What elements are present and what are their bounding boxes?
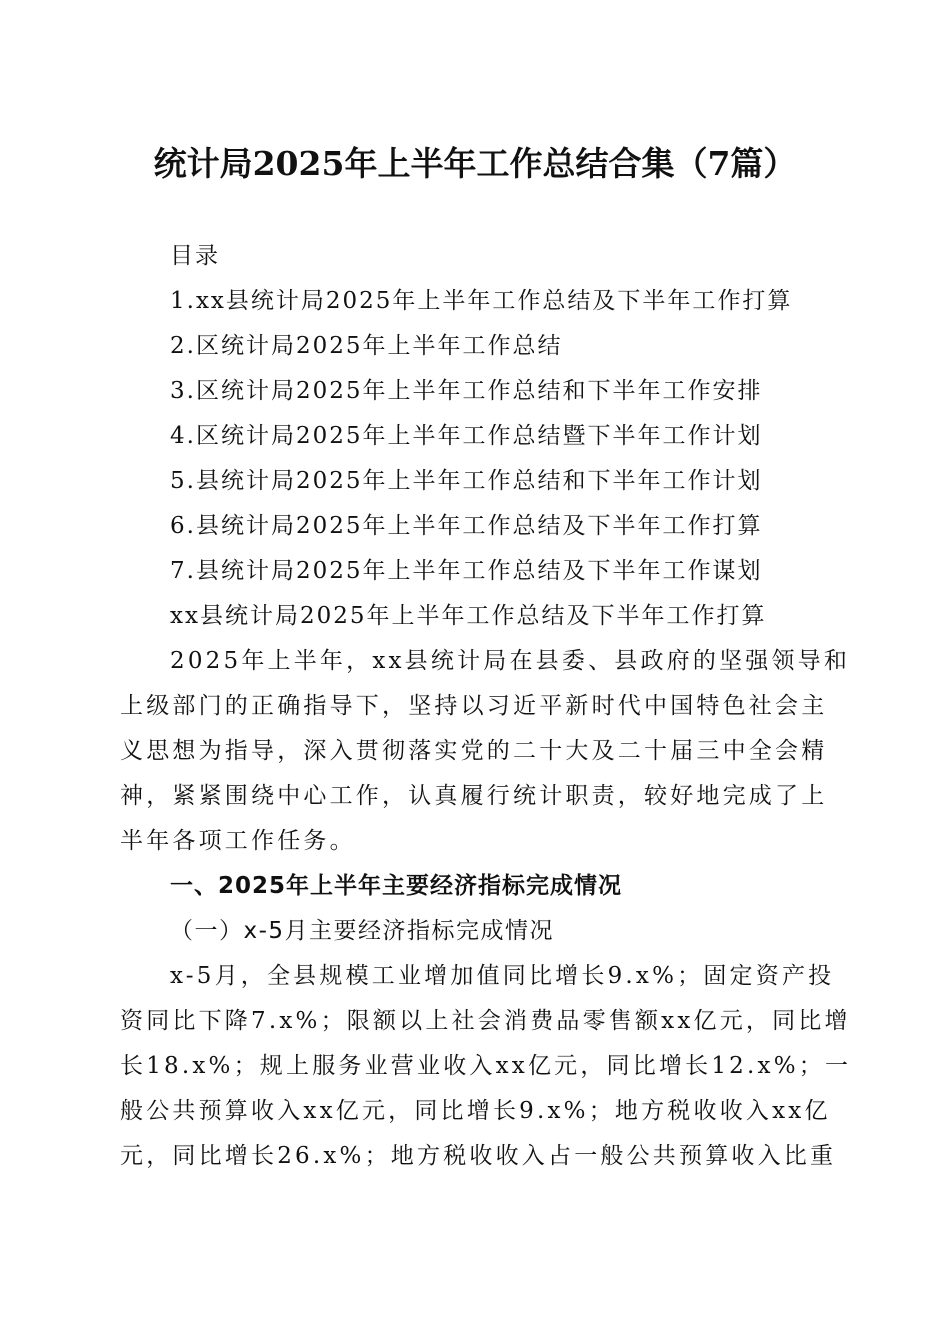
intro-line-2: 上级部门的正确指导下，坚持以习近平新时代中国特色社会主: [120, 693, 828, 719]
paragraph-line-4: 般公共预算收入xx亿元，同比增长9.x%；地方税收收入xx亿: [120, 1098, 831, 1124]
subsection-heading: （一）x-5月主要经济指标完成情况: [170, 918, 555, 944]
intro-line-4: 神，紧紧围绕中心工作，认真履行统计职责，较好地完成了上: [120, 783, 828, 809]
paragraph-line-3: 长18.x%；规上服务业营业收入xx亿元，同比增长12.x%；一: [120, 1053, 852, 1079]
paragraph-line-1: x-5月，全县规模工业增加值同比增长9.x%；固定资产投: [170, 963, 835, 989]
toc-item-2: 2.区统计局2025年上半年工作总结: [170, 333, 563, 359]
toc-item-4: 4.区统计局2025年上半年工作总结暨下半年工作计划: [170, 423, 763, 449]
intro-line-5: 半年各项工作任务。: [120, 828, 356, 854]
toc-item-3: 3.区统计局2025年上半年工作总结和下半年工作安排: [170, 378, 763, 404]
paragraph-line-5: 元，同比增长26.x%；地方税收收入占一般公共预算收入比重: [120, 1143, 837, 1169]
document-title: 统计局2025年上半年工作总结合集（7篇）: [153, 144, 797, 183]
intro-line-1: 2025年上半年，xx县统计局在县委、县政府的坚强领导和: [170, 648, 851, 674]
paragraph-line-2: 资同比下降7.x%；限额以上社会消费品零售额xx亿元，同比增: [120, 1008, 851, 1034]
intro-line-3: 义思想为指导，深入贯彻落实党的二十大及二十届三中全会精: [120, 738, 828, 764]
toc-item-7: 7.县统计局2025年上半年工作总结及下半年工作谋划: [170, 558, 763, 584]
section-heading: 一、2025年上半年主要经济指标完成情况: [170, 873, 623, 899]
toc-item-5: 5.县统计局2025年上半年工作总结和下半年工作计划: [170, 468, 763, 494]
toc-item-1: 1.xx县统计局2025年上半年工作总结及下半年工作打算: [170, 288, 793, 314]
toc-item-6: 6.县统计局2025年上半年工作总结及下半年工作打算: [170, 513, 763, 539]
article-title: xx县统计局2025年上半年工作总结及下半年工作打算: [170, 603, 767, 629]
toc-label: 目录: [170, 243, 220, 269]
